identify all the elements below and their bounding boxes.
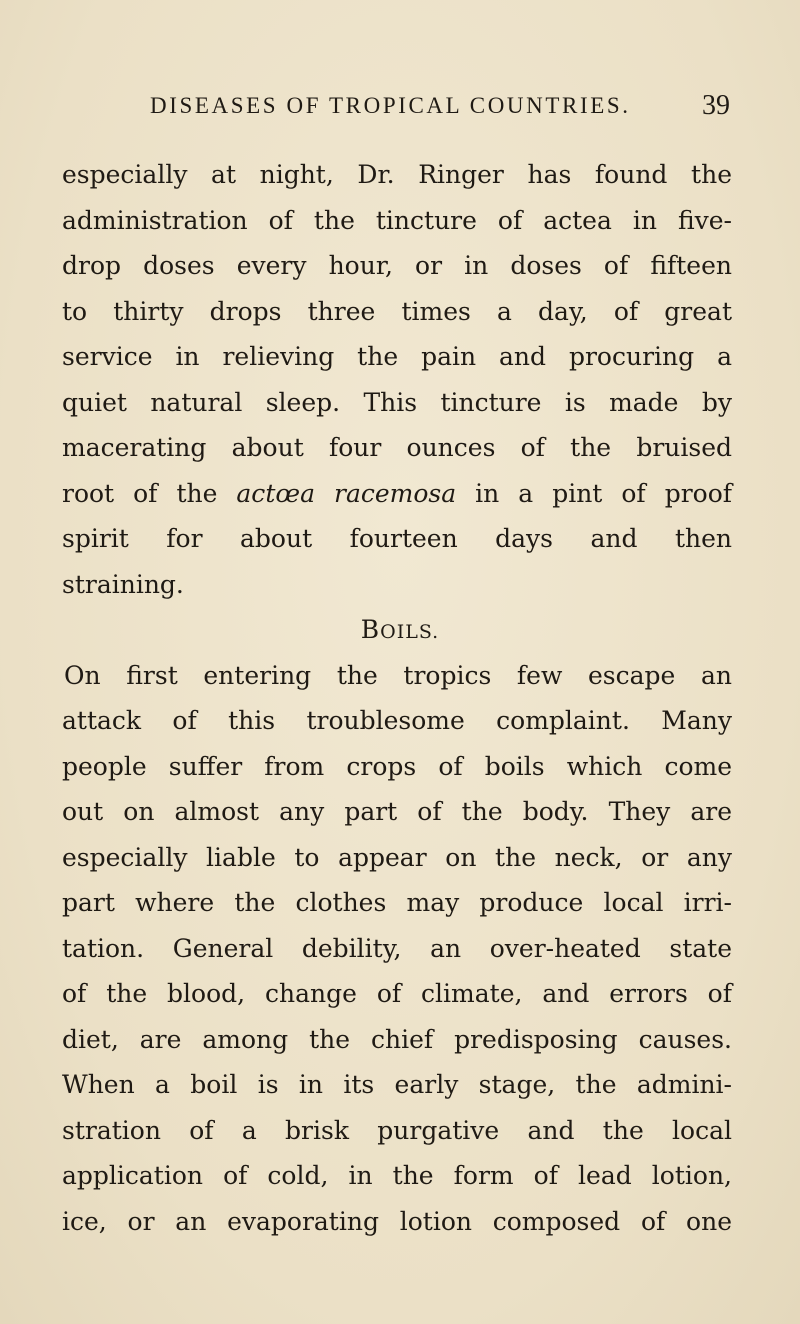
text-line: attack of this troublesome complaint. Many bbox=[62, 706, 732, 735]
text-segment: root of the bbox=[62, 478, 237, 508]
text-line: stration of a brisk purgative and the local bbox=[62, 1115, 732, 1145]
text-line: drop doses every hour, or in doses of fifteen bbox=[62, 251, 732, 280]
text-line: of the blood, change of climate, and errors of bbox=[62, 979, 732, 1008]
text-line: straining. bbox=[62, 569, 184, 599]
text-line: quiet natural sleep. This tincture is made by bbox=[62, 387, 732, 417]
text-line: spirit for about fourteen days and then bbox=[62, 524, 732, 553]
text-line: to thirty drops three times a day, of great bbox=[62, 296, 732, 326]
text-line: part where the clothes may produce local irri- bbox=[62, 888, 732, 917]
heading-initial: B bbox=[360, 615, 381, 644]
text-line: people suffer from crops of boils which come bbox=[62, 751, 732, 781]
text-line: service in relieving the pain and procuring a bbox=[62, 342, 732, 371]
text-line: administration of the tincture of actea in five- bbox=[62, 205, 732, 235]
page-number: 39 bbox=[702, 90, 730, 121]
text-line: macerating about four ounces of the bruised bbox=[62, 433, 732, 462]
text-line: ice, or an evaporating lotion composed of one bbox=[62, 1206, 732, 1236]
text-line: especially at night, Dr. Ringer has found the bbox=[62, 160, 732, 189]
text-line: When a boil is in its early stage, the admini- bbox=[62, 1070, 732, 1099]
text-line: diet, are among the chief predisposing causes. bbox=[62, 1024, 732, 1054]
text-line: especially liable to appear on the neck, or any bbox=[62, 842, 732, 872]
text-line: On first entering the tropics few escape an bbox=[64, 660, 732, 690]
running-title: DISEASES OF TROPICAL COUNTRIES. bbox=[150, 93, 631, 118]
italic-term: actœa racemosa bbox=[236, 478, 457, 508]
text-line: out on almost any part of the body. They are bbox=[62, 797, 732, 826]
running-head bbox=[62, 86, 730, 126]
heading-small-caps: OILS. bbox=[380, 621, 440, 643]
text-line bbox=[62, 471, 732, 517]
text-line: application of cold, in the form of lead lotion, bbox=[62, 1161, 732, 1190]
text-line: tation. General debility, an over-heated state bbox=[62, 933, 732, 963]
body-text bbox=[62, 152, 732, 1244]
section-heading bbox=[62, 607, 732, 653]
text-segment: in a pint of proof bbox=[456, 478, 733, 508]
